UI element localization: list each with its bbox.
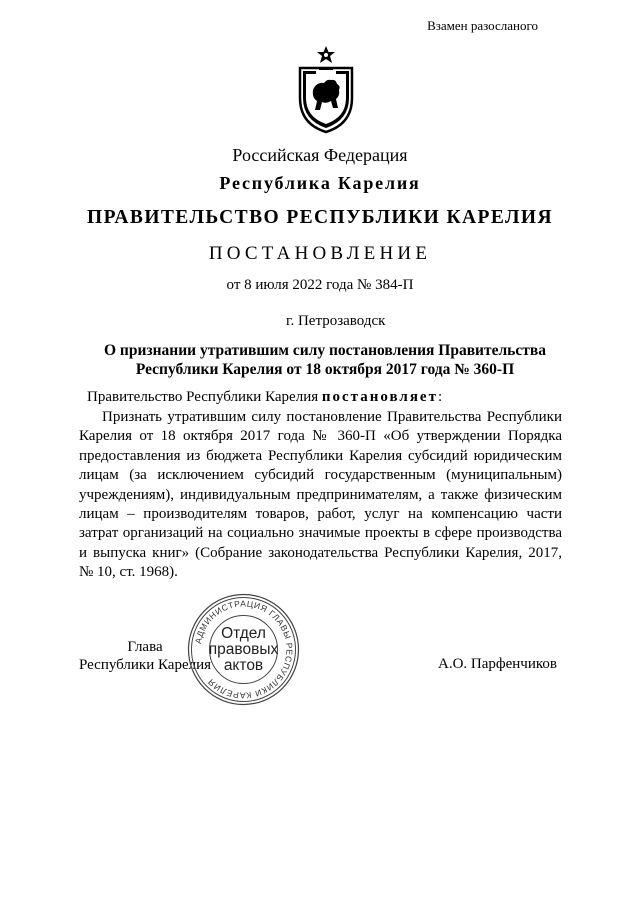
preamble [87,389,442,406]
stamp [186,592,301,707]
signer-position-line2: Республики Карелия [79,657,212,673]
preamble-suffix: : [437,389,443,405]
stamp-line3: актов [223,656,264,674]
replaced-note: Взамен разосланого [427,18,538,33]
signer-position-line1: Глава [127,639,163,655]
country-name: Российская Федерация [232,145,408,165]
stamp-line2: правовых [208,640,279,658]
preamble-verb: постановляет [321,389,438,405]
stamp-text [186,592,301,707]
decree-title: О признании утратившим силу постановления Правительства Республики Карелия от 18 октября 2017 года № 360-П [103,342,546,378]
city: г. Петрозаводск [286,313,386,329]
stamp-line1: Отдел [221,624,266,642]
signer-name: А.О. Парфенчиков [438,656,557,672]
karelia-coat-of-arms-icon [296,46,356,134]
government-title: ПРАВИТЕЛЬСТВО РЕСПУБЛИКИ КАРЕЛИЯ [87,207,553,228]
decree-body: Признать утратившим силу постановление Правительства Республики Карелия от 18 октября 2017 года № 360-П «Об утверждении Порядка предоставления из бюджета Республики Карелия субсидий юридическим лицам (за исключением субсидий государственным (муниципальным) учреждениям), индивидуальным предпринимателям, а также физическим лицам – производителям товаров, работ, услуг на компенсацию части затрат организаций на социально значимые проекты в сфере производства и выпуска книг» (Собрание законодательства Республики Карелия, 2017, № 10, ст. 1968). [79,409,562,581]
decree-type: ПОСТАНОВЛЕНИЕ [208,243,432,264]
decree-date-number: от 8 июля 2022 года № 384-П [226,277,414,293]
preamble-subject: Правительство Республики Карелия [87,389,319,405]
emblem-star [317,46,335,63]
republic-name: Республика Карелия [219,173,421,193]
stamp-ring-text: АДМИНИСТРАЦИЯ ГЛАВЫ РЕСПУБЛИКИ КАРЕЛИЯ [192,598,295,701]
